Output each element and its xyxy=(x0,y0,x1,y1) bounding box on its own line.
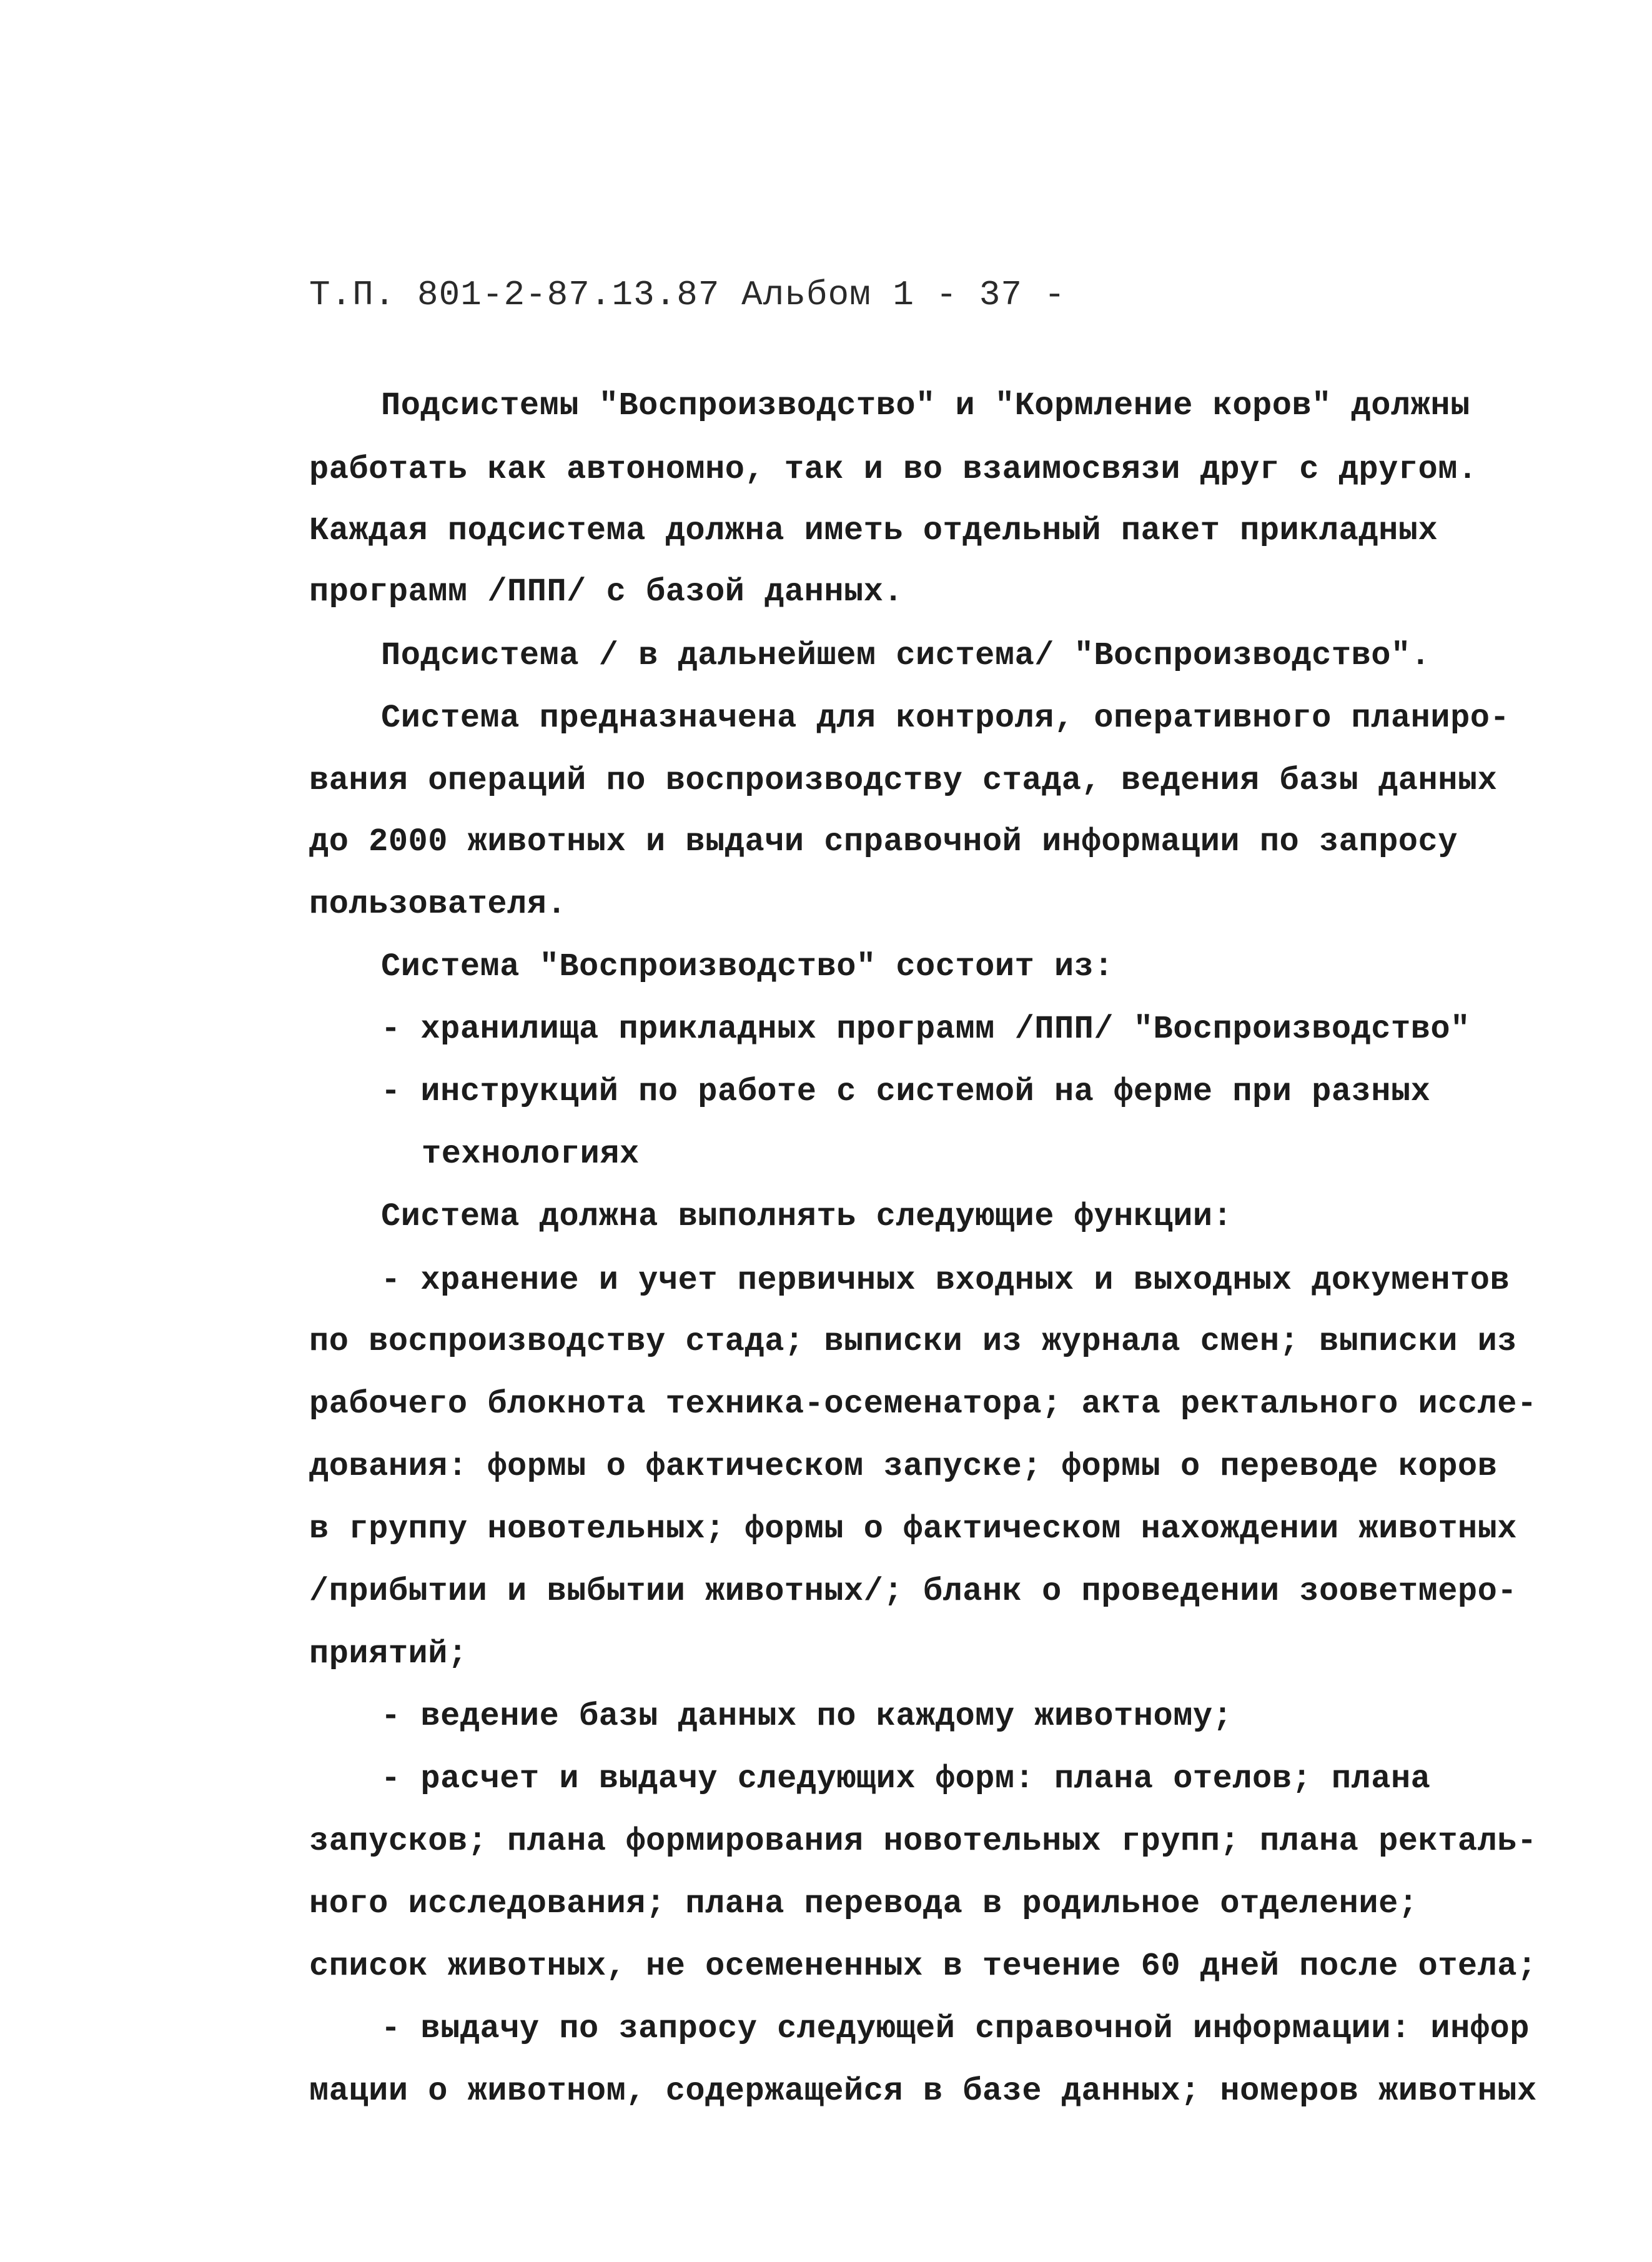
text-line: Подсистемы "Воспроизводство" и "Кормление коров" должны xyxy=(381,387,1470,424)
text-line: ного исследования; плана перевода в родильное отделение; xyxy=(309,1885,1418,1922)
text-line: программ /ППП/ с базой данных. xyxy=(309,573,904,610)
text-line: Система предназначена для контроля, оперативного планиро- xyxy=(381,700,1510,737)
text-line: Подсистема / в дальнейшем система/ "Воспроизводство". xyxy=(381,637,1431,674)
text-line: пользователя. xyxy=(309,886,567,923)
text-line: - выдачу по запросу следующей справочной информации: инфор xyxy=(381,2010,1530,2047)
text-line: вания операций по воспроизводству стада, ведения базы данных xyxy=(309,762,1498,799)
text-line: в группу новотельных; формы о фактическом нахождении животных xyxy=(309,1510,1518,1547)
text-line: - ведение базы данных по каждому животному; xyxy=(381,1698,1233,1735)
text-line: Система "Воспроизводство" состоит из: xyxy=(381,948,1114,985)
text-line: до 2000 животных и выдачи справочной информации по запросу xyxy=(309,823,1458,860)
text-line: работать как автономно, так и во взаимосвязи друг с другом. xyxy=(309,451,1478,488)
text-line: - хранилища прикладных программ /ППП/ "Воспроизводство" xyxy=(381,1011,1470,1048)
text-line: /прибытии и выбытии животных/; бланк о проведении зооветмеро- xyxy=(309,1573,1518,1610)
text-line: Каждая подсистема должна иметь отдельный пакет прикладных xyxy=(309,512,1438,549)
text-line: запусков; плана формирования новотельных групп; плана ректаль- xyxy=(309,1823,1537,1860)
text-line: - хранение и учет первичных входных и выходных документов xyxy=(381,1262,1510,1299)
text-line: дования: формы о фактическом запуске; формы о переводе коров xyxy=(309,1448,1498,1485)
text-line: список животных, не осемененных в течение 60 дней после отела; xyxy=(309,1948,1537,1985)
text-line: - расчет и выдачу следующих форм: плана отелов; плана xyxy=(381,1760,1431,1797)
page-header: Т.П. 801-2-87.13.87 Альбом 1 - 37 - xyxy=(309,275,1066,315)
text-line: мации о животном, содержащейся в базе данных; номеров животных xyxy=(309,2073,1537,2110)
text-line: по воспроизводству стада; выписки из журнала смен; выписки из xyxy=(309,1323,1518,1360)
text-line: приятий; xyxy=(309,1635,468,1672)
text-line: Система должна выполнять следующие функции: xyxy=(381,1198,1233,1235)
text-line: технологиях xyxy=(422,1136,640,1173)
text-line: - инструкций по работе с системой на ферме при разных xyxy=(381,1073,1431,1110)
text-line: рабочего блокнота техника-осеменатора; акта ректального иссле- xyxy=(309,1386,1537,1422)
